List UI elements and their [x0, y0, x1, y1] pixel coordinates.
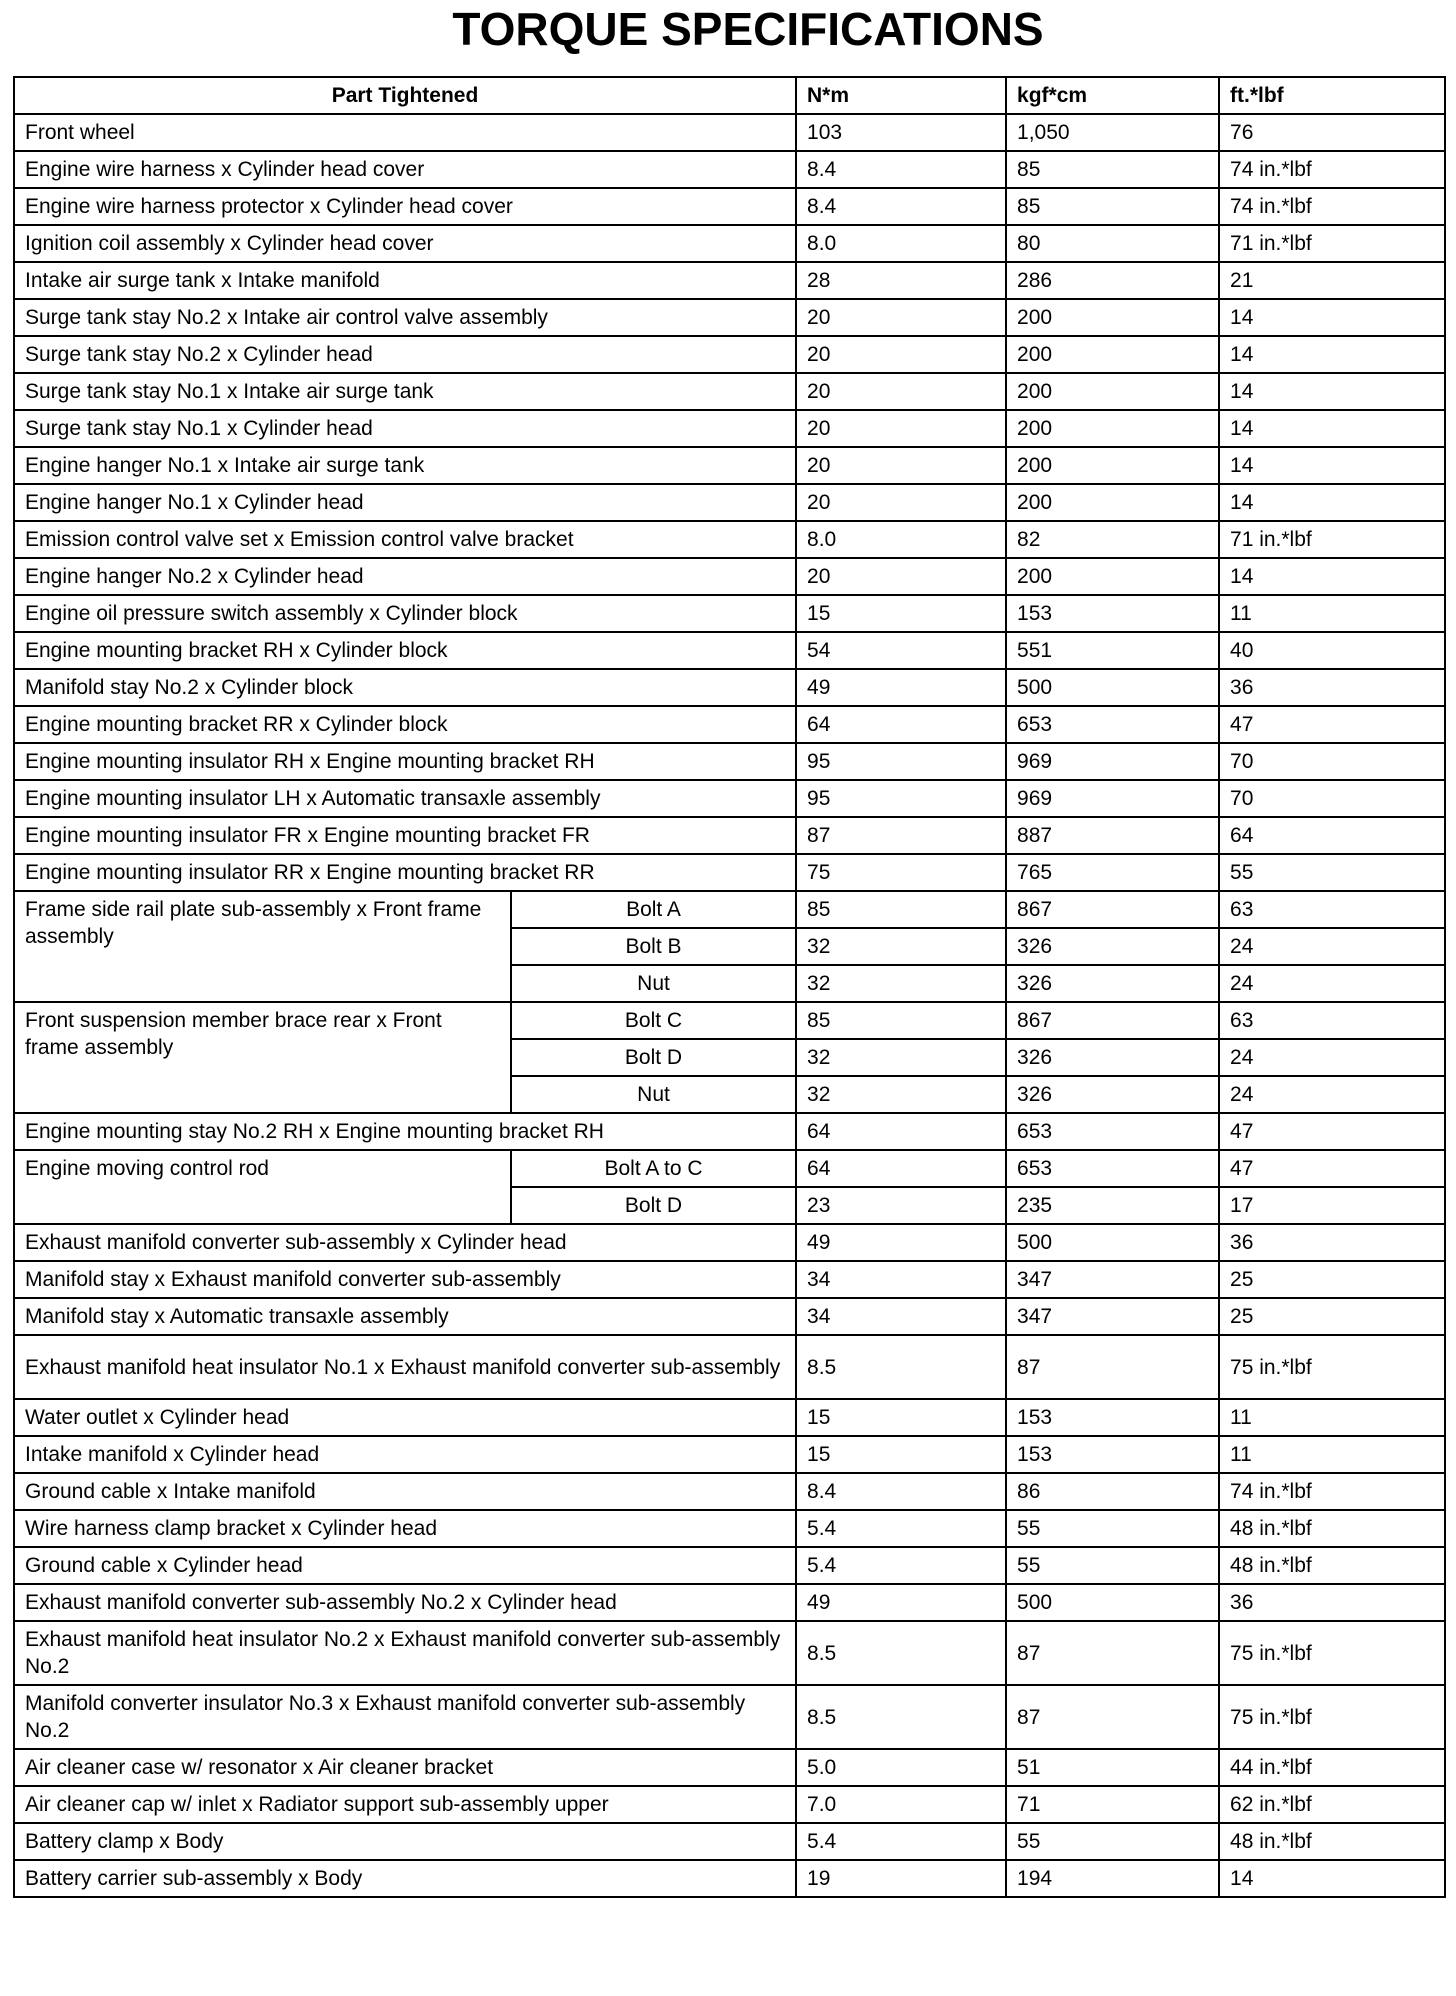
part-cell: Engine mounting stay No.2 RH x Engine mounting bracket RH	[14, 1113, 796, 1150]
part-cell: Manifold stay x Exhaust manifold converter sub-assembly	[14, 1261, 796, 1298]
table-row	[14, 1436, 1445, 1473]
ft-cell: 74 in.*lbf	[1219, 151, 1445, 188]
part-cell: Surge tank stay No.2 x Cylinder head	[14, 336, 796, 373]
nm-cell: 32	[796, 928, 1006, 965]
nm-cell: 15	[796, 595, 1006, 632]
table-row	[14, 225, 1445, 262]
part-cell: Air cleaner cap w/ inlet x Radiator support sub-assembly upper	[14, 1786, 796, 1823]
table-row	[14, 1473, 1445, 1510]
part-cell: Engine mounting bracket RH x Cylinder block	[14, 632, 796, 669]
ft-cell: 75 in.*lbf	[1219, 1685, 1445, 1749]
ft-cell: 48 in.*lbf	[1219, 1510, 1445, 1547]
nm-cell: 8.5	[796, 1685, 1006, 1749]
part-cell: Exhaust manifold heat insulator No.1 x Exhaust manifold converter sub-assembly	[14, 1335, 796, 1399]
table-row	[14, 336, 1445, 373]
nm-cell: 20	[796, 447, 1006, 484]
ft-cell: 44 in.*lbf	[1219, 1749, 1445, 1786]
table-row	[14, 1399, 1445, 1436]
ft-cell: 14	[1219, 558, 1445, 595]
kgf-cell: 500	[1006, 1224, 1219, 1261]
nm-cell: 28	[796, 262, 1006, 299]
nm-cell: 85	[796, 891, 1006, 928]
kgf-cell: 55	[1006, 1823, 1219, 1860]
nm-cell: 85	[796, 1002, 1006, 1039]
ft-cell: 47	[1219, 706, 1445, 743]
table-row	[14, 669, 1445, 706]
part-cell: Air cleaner case w/ resonator x Air cleaner bracket	[14, 1749, 796, 1786]
nm-cell: 5.0	[796, 1749, 1006, 1786]
ft-cell: 17	[1219, 1187, 1445, 1224]
kgf-cell: 1,050	[1006, 114, 1219, 151]
ft-cell: 11	[1219, 1399, 1445, 1436]
nm-cell: 49	[796, 1224, 1006, 1261]
nm-cell: 20	[796, 336, 1006, 373]
table-row	[14, 1335, 1445, 1399]
kgf-cell: 87	[1006, 1685, 1219, 1749]
nm-cell: 20	[796, 299, 1006, 336]
part-cell: Engine mounting bracket RR x Cylinder block	[14, 706, 796, 743]
part-cell: Engine mounting insulator LH x Automatic transaxle assembly	[14, 780, 796, 817]
fastener-cell: Nut	[511, 1076, 796, 1113]
nm-cell: 8.5	[796, 1335, 1006, 1399]
nm-cell: 8.4	[796, 151, 1006, 188]
part-cell: Wire harness clamp bracket x Cylinder head	[14, 1510, 796, 1547]
ft-cell: 36	[1219, 669, 1445, 706]
ft-cell: 24	[1219, 928, 1445, 965]
nm-cell: 32	[796, 1039, 1006, 1076]
table-row	[14, 1621, 1445, 1685]
table-row	[14, 854, 1445, 891]
kgf-cell: 286	[1006, 262, 1219, 299]
kgf-cell: 55	[1006, 1510, 1219, 1547]
table-row	[14, 521, 1445, 558]
table-row	[14, 1150, 1445, 1187]
part-cell: Battery carrier sub-assembly x Body	[14, 1860, 796, 1897]
part-cell: Engine wire harness x Cylinder head cover	[14, 151, 796, 188]
ft-cell: 71 in.*lbf	[1219, 225, 1445, 262]
kgf-cell: 326	[1006, 965, 1219, 1002]
ft-cell: 24	[1219, 965, 1445, 1002]
nm-cell: 23	[796, 1187, 1006, 1224]
table-row	[14, 743, 1445, 780]
table-row	[14, 484, 1445, 521]
ft-cell: 14	[1219, 373, 1445, 410]
ft-cell: 63	[1219, 891, 1445, 928]
part-cell: Engine moving control rod	[14, 1150, 511, 1224]
kgf-cell: 765	[1006, 854, 1219, 891]
kgf-cell: 551	[1006, 632, 1219, 669]
kgf-cell: 326	[1006, 1039, 1219, 1076]
ft-cell: 76	[1219, 114, 1445, 151]
table-row	[14, 1823, 1445, 1860]
ft-cell: 75 in.*lbf	[1219, 1335, 1445, 1399]
nm-cell: 5.4	[796, 1547, 1006, 1584]
nm-cell: 49	[796, 1584, 1006, 1621]
kgf-cell: 326	[1006, 928, 1219, 965]
part-cell: Frame side rail plate sub-assembly x Front frame assembly	[14, 891, 511, 1002]
nm-cell: 32	[796, 965, 1006, 1002]
nm-cell: 20	[796, 410, 1006, 447]
table-row	[14, 1224, 1445, 1261]
part-cell: Ignition coil assembly x Cylinder head cover	[14, 225, 796, 262]
table-row	[14, 1261, 1445, 1298]
kgf-cell: 51	[1006, 1749, 1219, 1786]
nm-cell: 5.4	[796, 1510, 1006, 1547]
nm-cell: 8.0	[796, 225, 1006, 262]
table-row	[14, 1584, 1445, 1621]
table-row	[14, 299, 1445, 336]
part-cell: Exhaust manifold converter sub-assembly x Cylinder head	[14, 1224, 796, 1261]
table-row	[14, 1685, 1445, 1749]
table-row	[14, 558, 1445, 595]
table-row	[14, 891, 1445, 928]
ft-cell: 70	[1219, 743, 1445, 780]
kgf-cell: 200	[1006, 336, 1219, 373]
table-header-row	[14, 77, 1445, 114]
kgf-cell: 969	[1006, 743, 1219, 780]
kgf-cell: 85	[1006, 151, 1219, 188]
ft-cell: 36	[1219, 1584, 1445, 1621]
kgf-cell: 153	[1006, 1399, 1219, 1436]
kgf-cell: 347	[1006, 1298, 1219, 1335]
kgf-cell: 867	[1006, 1002, 1219, 1039]
fastener-cell: Bolt A to C	[511, 1150, 796, 1187]
part-cell: Water outlet x Cylinder head	[14, 1399, 796, 1436]
part-cell: Engine hanger No.2 x Cylinder head	[14, 558, 796, 595]
ft-cell: 14	[1219, 410, 1445, 447]
table-body	[14, 114, 1445, 1897]
header-kgf: kgf*cm	[1006, 77, 1219, 114]
kgf-cell: 71	[1006, 1786, 1219, 1823]
kgf-cell: 653	[1006, 1150, 1219, 1187]
part-cell: Engine oil pressure switch assembly x Cylinder block	[14, 595, 796, 632]
kgf-cell: 200	[1006, 484, 1219, 521]
nm-cell: 7.0	[796, 1786, 1006, 1823]
kgf-cell: 653	[1006, 1113, 1219, 1150]
ft-cell: 14	[1219, 447, 1445, 484]
header-nm: N*m	[796, 77, 1006, 114]
table-row	[14, 780, 1445, 817]
table-row	[14, 114, 1445, 151]
nm-cell: 8.5	[796, 1621, 1006, 1685]
fastener-cell: Bolt D	[511, 1039, 796, 1076]
kgf-cell: 500	[1006, 669, 1219, 706]
part-cell: Engine hanger No.1 x Cylinder head	[14, 484, 796, 521]
kgf-cell: 200	[1006, 373, 1219, 410]
ft-cell: 36	[1219, 1224, 1445, 1261]
part-cell: Engine mounting insulator RR x Engine mounting bracket RR	[14, 854, 796, 891]
kgf-cell: 153	[1006, 1436, 1219, 1473]
ft-cell: 64	[1219, 817, 1445, 854]
kgf-cell: 235	[1006, 1187, 1219, 1224]
nm-cell: 20	[796, 558, 1006, 595]
table-row	[14, 1547, 1445, 1584]
ft-cell: 47	[1219, 1150, 1445, 1187]
part-cell: Manifold stay No.2 x Cylinder block	[14, 669, 796, 706]
nm-cell: 103	[796, 114, 1006, 151]
nm-cell: 5.4	[796, 1823, 1006, 1860]
nm-cell: 64	[796, 706, 1006, 743]
nm-cell: 32	[796, 1076, 1006, 1113]
part-cell: Exhaust manifold heat insulator No.2 x Exhaust manifold converter sub-assembly No.2	[14, 1621, 796, 1685]
table-row	[14, 447, 1445, 484]
nm-cell: 19	[796, 1860, 1006, 1897]
part-cell: Front suspension member brace rear x Front frame assembly	[14, 1002, 511, 1113]
ft-cell: 11	[1219, 1436, 1445, 1473]
nm-cell: 75	[796, 854, 1006, 891]
nm-cell: 64	[796, 1150, 1006, 1187]
kgf-cell: 153	[1006, 595, 1219, 632]
ft-cell: 25	[1219, 1261, 1445, 1298]
table-row	[14, 632, 1445, 669]
table-row	[14, 706, 1445, 743]
table-row	[14, 1860, 1445, 1897]
nm-cell: 54	[796, 632, 1006, 669]
kgf-cell: 500	[1006, 1584, 1219, 1621]
nm-cell: 15	[796, 1399, 1006, 1436]
ft-cell: 71 in.*lbf	[1219, 521, 1445, 558]
ft-cell: 40	[1219, 632, 1445, 669]
part-cell: Ground cable x Cylinder head	[14, 1547, 796, 1584]
kgf-cell: 200	[1006, 558, 1219, 595]
ft-cell: 14	[1219, 484, 1445, 521]
kgf-cell: 87	[1006, 1335, 1219, 1399]
kgf-cell: 86	[1006, 1473, 1219, 1510]
table-row	[14, 1786, 1445, 1823]
part-cell: Manifold converter insulator No.3 x Exhaust manifold converter sub-assembly No.2	[14, 1685, 796, 1749]
ft-cell: 14	[1219, 1860, 1445, 1897]
kgf-cell: 87	[1006, 1621, 1219, 1685]
nm-cell: 49	[796, 669, 1006, 706]
table-row	[14, 1749, 1445, 1786]
table-row	[14, 1298, 1445, 1335]
part-cell: Intake manifold x Cylinder head	[14, 1436, 796, 1473]
fastener-cell: Bolt B	[511, 928, 796, 965]
part-cell: Engine wire harness protector x Cylinder head cover	[14, 188, 796, 225]
table-row	[14, 410, 1445, 447]
part-cell: Ground cable x Intake manifold	[14, 1473, 796, 1510]
ft-cell: 70	[1219, 780, 1445, 817]
nm-cell: 8.4	[796, 188, 1006, 225]
table-row	[14, 1002, 1445, 1039]
table-row	[14, 373, 1445, 410]
ft-cell: 14	[1219, 299, 1445, 336]
header-part: Part Tightened	[14, 77, 796, 114]
ft-cell: 74 in.*lbf	[1219, 1473, 1445, 1510]
kgf-cell: 347	[1006, 1261, 1219, 1298]
part-cell: Surge tank stay No.1 x Intake air surge tank	[14, 373, 796, 410]
table-row	[14, 151, 1445, 188]
part-cell: Surge tank stay No.1 x Cylinder head	[14, 410, 796, 447]
nm-cell: 20	[796, 373, 1006, 410]
nm-cell: 87	[796, 817, 1006, 854]
fastener-cell: Bolt A	[511, 891, 796, 928]
nm-cell: 20	[796, 484, 1006, 521]
ft-cell: 62 in.*lbf	[1219, 1786, 1445, 1823]
kgf-cell: 80	[1006, 225, 1219, 262]
nm-cell: 64	[796, 1113, 1006, 1150]
ft-cell: 48 in.*lbf	[1219, 1823, 1445, 1860]
nm-cell: 15	[796, 1436, 1006, 1473]
nm-cell: 34	[796, 1261, 1006, 1298]
table-row	[14, 595, 1445, 632]
ft-cell: 24	[1219, 1039, 1445, 1076]
kgf-cell: 887	[1006, 817, 1219, 854]
ft-cell: 74 in.*lbf	[1219, 188, 1445, 225]
ft-cell: 11	[1219, 595, 1445, 632]
kgf-cell: 194	[1006, 1860, 1219, 1897]
kgf-cell: 55	[1006, 1547, 1219, 1584]
fastener-cell: Bolt C	[511, 1002, 796, 1039]
kgf-cell: 326	[1006, 1076, 1219, 1113]
kgf-cell: 969	[1006, 780, 1219, 817]
table-row	[14, 188, 1445, 225]
ft-cell: 14	[1219, 336, 1445, 373]
ft-cell: 25	[1219, 1298, 1445, 1335]
part-cell: Battery clamp x Body	[14, 1823, 796, 1860]
table-row	[14, 262, 1445, 299]
nm-cell: 95	[796, 780, 1006, 817]
table-row	[14, 1510, 1445, 1547]
nm-cell: 34	[796, 1298, 1006, 1335]
ft-cell: 21	[1219, 262, 1445, 299]
part-cell: Surge tank stay No.2 x Intake air control valve assembly	[14, 299, 796, 336]
kgf-cell: 200	[1006, 299, 1219, 336]
ft-cell: 55	[1219, 854, 1445, 891]
table-row	[14, 817, 1445, 854]
page-title: TORQUE SPECIFICATIONS	[452, 3, 1044, 55]
part-cell: Intake air surge tank x Intake manifold	[14, 262, 796, 299]
ft-cell: 63	[1219, 1002, 1445, 1039]
part-cell: Engine hanger No.1 x Intake air surge tank	[14, 447, 796, 484]
nm-cell: 8.4	[796, 1473, 1006, 1510]
part-cell: Front wheel	[14, 114, 796, 151]
nm-cell: 95	[796, 743, 1006, 780]
kgf-cell: 85	[1006, 188, 1219, 225]
kgf-cell: 200	[1006, 447, 1219, 484]
fastener-cell: Nut	[511, 965, 796, 1002]
ft-cell: 47	[1219, 1113, 1445, 1150]
ft-cell: 24	[1219, 1076, 1445, 1113]
kgf-cell: 200	[1006, 410, 1219, 447]
fastener-cell: Bolt D	[511, 1187, 796, 1224]
table-row	[14, 1113, 1445, 1150]
torque-table	[13, 76, 1446, 1898]
header-ft: ft.*lbf	[1219, 77, 1445, 114]
ft-cell: 75 in.*lbf	[1219, 1621, 1445, 1685]
part-cell: Exhaust manifold converter sub-assembly No.2 x Cylinder head	[14, 1584, 796, 1621]
kgf-cell: 82	[1006, 521, 1219, 558]
ft-cell: 48 in.*lbf	[1219, 1547, 1445, 1584]
part-cell: Engine mounting insulator RH x Engine mounting bracket RH	[14, 743, 796, 780]
kgf-cell: 867	[1006, 891, 1219, 928]
part-cell: Emission control valve set x Emission control valve bracket	[14, 521, 796, 558]
part-cell: Manifold stay x Automatic transaxle assembly	[14, 1298, 796, 1335]
kgf-cell: 653	[1006, 706, 1219, 743]
nm-cell: 8.0	[796, 521, 1006, 558]
part-cell: Engine mounting insulator FR x Engine mounting bracket FR	[14, 817, 796, 854]
